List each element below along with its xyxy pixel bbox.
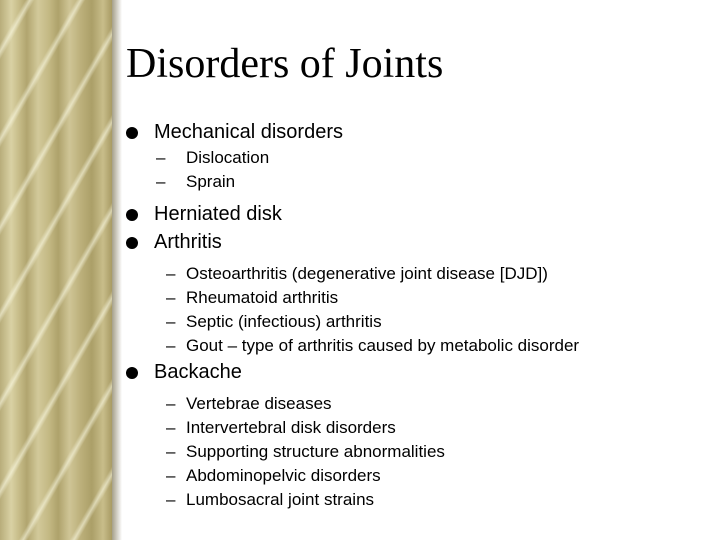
dash-marker: – xyxy=(156,148,166,167)
dash-marker: – xyxy=(166,312,176,331)
slide-title: Disorders of Joints xyxy=(126,41,444,87)
sub-item-text: Lumbosacral joint strains xyxy=(186,490,375,509)
band-shadow xyxy=(112,0,122,540)
sub-item xyxy=(126,392,706,416)
sub-item xyxy=(126,170,706,194)
sub-item xyxy=(126,440,706,464)
sub-item-text: Rheumatoid arthritis xyxy=(186,288,339,307)
bullet-text: Herniated disk xyxy=(154,203,282,225)
bullet-mechanical-disorders xyxy=(126,118,706,146)
dash-marker: – xyxy=(166,336,176,355)
bullet-arthritis xyxy=(126,228,706,256)
dash-marker: – xyxy=(166,466,176,485)
dash-marker: – xyxy=(166,490,176,509)
bullet-backache xyxy=(126,358,706,386)
sub-item-text: Abdominopelvic disorders xyxy=(186,466,381,485)
sub-item xyxy=(126,310,706,334)
sub-item-text: Septic (infectious) arthritis xyxy=(186,312,382,331)
sub-item-text: Osteoarthritis (degenerative joint disease [DJD]) xyxy=(186,264,548,283)
sub-item-text: Vertebrae diseases xyxy=(186,394,332,413)
dash-marker: – xyxy=(166,442,176,461)
bullet-dot-icon xyxy=(126,127,138,139)
bullet-herniated-disk xyxy=(126,200,706,228)
dash-marker: – xyxy=(156,172,166,191)
bullet-text: Mechanical disorders xyxy=(154,121,343,143)
sub-item xyxy=(126,146,706,170)
bullet-text: Backache xyxy=(154,361,242,383)
sub-item-text: Intervertebral disk disorders xyxy=(186,418,396,437)
sub-item xyxy=(126,488,706,512)
bullet-dot-icon xyxy=(126,209,138,221)
sub-item-text: Supporting structure abnormalities xyxy=(186,442,445,461)
dash-marker: – xyxy=(166,288,176,307)
sub-item xyxy=(126,334,706,358)
sub-item-text: Sprain xyxy=(186,172,236,191)
bullet-text: Arthritis xyxy=(154,231,222,253)
sub-item xyxy=(126,262,706,286)
sub-item xyxy=(126,464,706,488)
sub-item-text: Gout – type of arthritis caused by metabolic disorder xyxy=(186,336,580,355)
decorative-marble-band xyxy=(0,0,112,540)
bullet-dot-icon xyxy=(126,237,138,249)
dash-marker: – xyxy=(166,264,176,283)
bullet-dot-icon xyxy=(126,367,138,379)
sub-item-text: Dislocation xyxy=(186,148,270,167)
dash-marker: – xyxy=(166,394,176,413)
sub-item xyxy=(126,416,706,440)
dash-marker: – xyxy=(166,418,176,437)
sub-item xyxy=(126,286,706,310)
slide-content xyxy=(126,118,706,512)
